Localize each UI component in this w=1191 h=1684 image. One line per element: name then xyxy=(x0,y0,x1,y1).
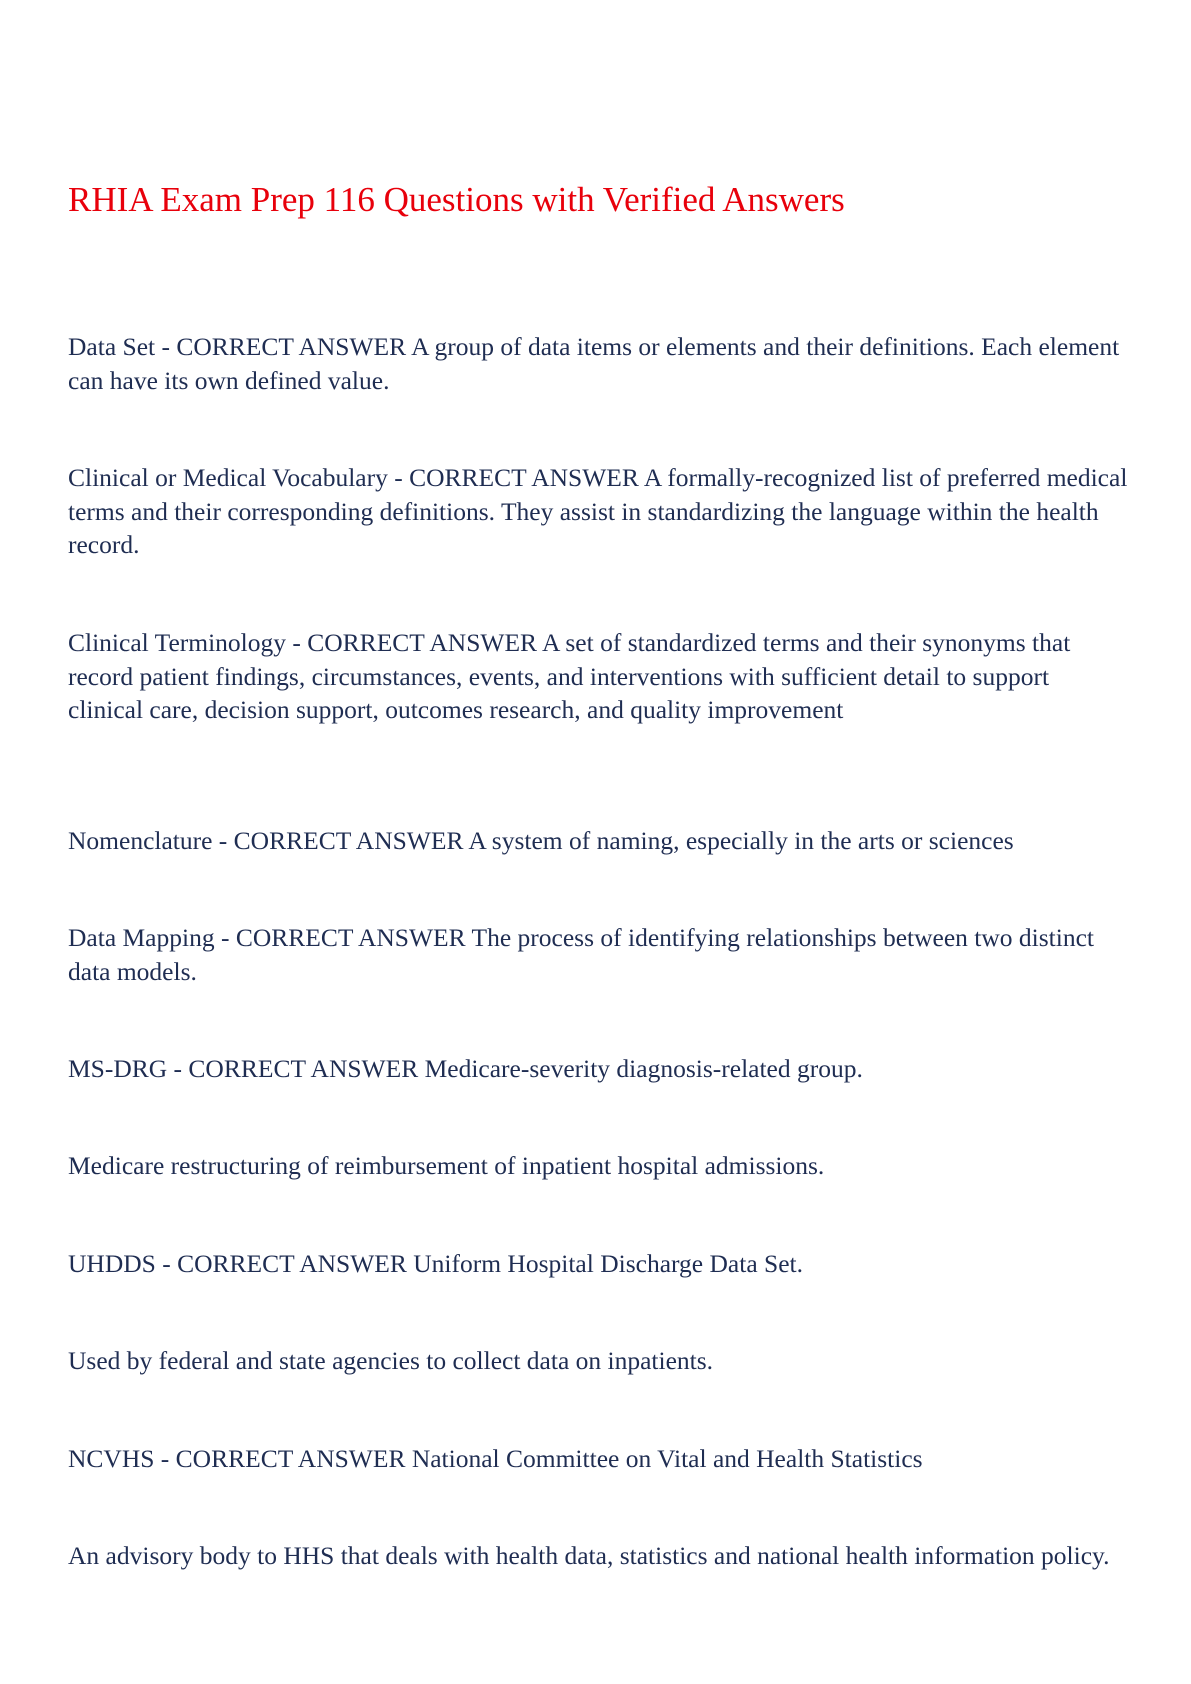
entry-ms-drg-detail: Medicare restructuring of reimbursement of inpatient hospital admissions. xyxy=(68,1151,825,1180)
entry-data-set: Data Set - CORRECT ANSWER A group of data items or elements and their definitions. Each element can have its own defined value. xyxy=(68,332,1120,395)
entry-ncvhs-detail: An advisory body to HHS that deals with health data, statistics and national health information policy. xyxy=(68,1541,1110,1570)
entry-ms-drg: MS-DRG - CORRECT ANSWER Medicare-severity diagnosis-related group. xyxy=(68,1054,863,1083)
entry-clinical-medical-vocabulary: Clinical or Medical Vocabulary - CORRECT ANSWER A formally-recognized list of preferred medical terms and their corresponding definitions. They assist in standardizing the language within the health record. xyxy=(68,463,1128,559)
entry-uhdds-detail: Used by federal and state agencies to collect data on inpatients. xyxy=(68,1346,714,1375)
entry-nomenclature: Nomenclature - CORRECT ANSWER A system of naming, especially in the arts or sciences xyxy=(68,826,1014,855)
entry-uhdds: UHDDS - CORRECT ANSWER Uniform Hospital Discharge Data Set. xyxy=(68,1249,803,1278)
entry-ncvhs: NCVHS - CORRECT ANSWER National Committee on Vital and Health Statistics xyxy=(68,1444,923,1473)
document-title: RHIA Exam Prep 116 Questions with Verified Answers xyxy=(68,180,845,219)
entry-clinical-terminology: Clinical Terminology - CORRECT ANSWER A set of standardized terms and their synonyms that record patient findings, circumstances, events, and interventions with sufficient detail to support clinical care, decision support, outcomes research, and quality improvement xyxy=(68,628,1071,724)
entry-data-mapping: Data Mapping - CORRECT ANSWER The process of identifying relationships between two distinct data models. xyxy=(68,923,1095,986)
